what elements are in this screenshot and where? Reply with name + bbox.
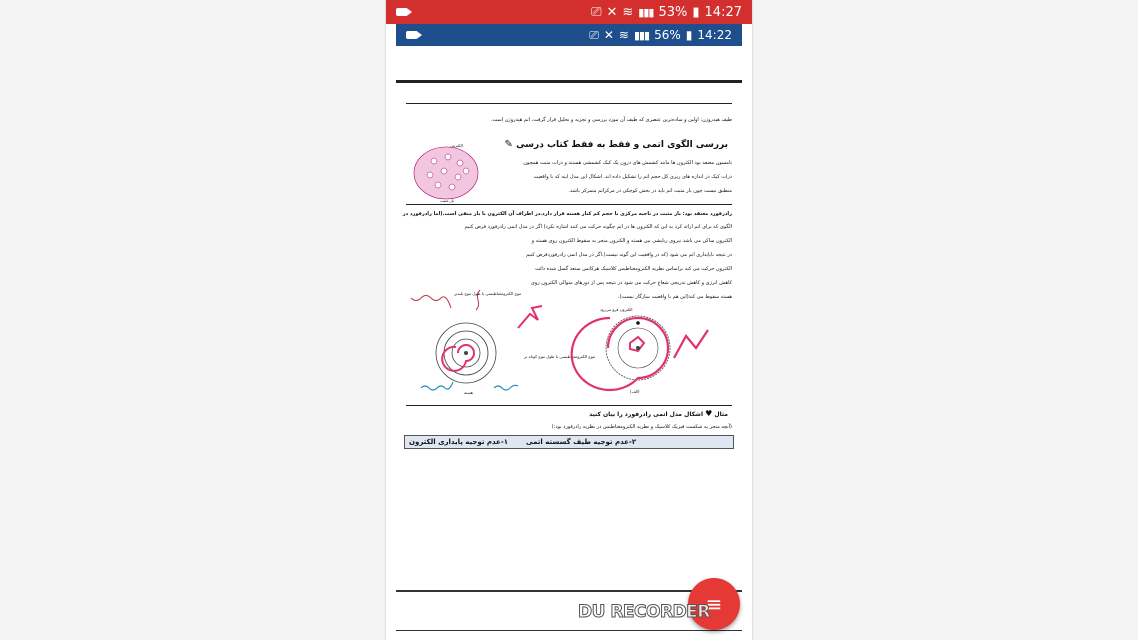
section-heading bbox=[505, 139, 728, 150]
battery-percent: 56% bbox=[654, 28, 681, 42]
nucleus-label: هسته bbox=[464, 390, 474, 395]
thomson-line-3: منطبق نیست چون بار مثبت اتم باید در بخش کوچکی در مرکزاتم متمرکز باشد. bbox=[568, 188, 732, 194]
battery-percent: 53% bbox=[658, 4, 688, 20]
example-question: اشکال مدل اتمی رادرفورد را بیان کنید bbox=[589, 411, 704, 418]
divider bbox=[406, 103, 732, 104]
clock: 14:27 bbox=[704, 4, 742, 20]
battery-icon: ▮ bbox=[692, 4, 700, 20]
battery-icon: ▮ bbox=[685, 28, 693, 42]
cast-icon: ⎚ bbox=[589, 27, 599, 42]
rutherford-line-7: هسته سقوط می کند(این هم با واقعیت سازگار نیست). bbox=[618, 294, 732, 300]
divider bbox=[406, 405, 732, 406]
intro-line: طیف هیدروژن: اولین و ساده‌ترین عنصری که طیف آن مورد بررسی و تجزیه و تحلیل قرار گرفت، اتم هیدروژن است. bbox=[490, 117, 732, 123]
document-page bbox=[396, 80, 742, 593]
thomson-line-1: تامسون معتقد بود الکترون ها مانند کشمش های درون یک کیک کشمشی هستند و ذرات مثبت همچون bbox=[523, 160, 732, 166]
page-divider bbox=[396, 630, 742, 631]
video-camera-icon bbox=[396, 8, 408, 16]
status-bar-inner bbox=[396, 24, 742, 46]
mute-icon: ✕ bbox=[603, 28, 614, 42]
cast-icon: ⎚ bbox=[591, 4, 602, 20]
example-label: مثال bbox=[714, 411, 728, 418]
video-camera-icon bbox=[406, 31, 418, 39]
signal-icon: ▮▮▮ bbox=[633, 28, 650, 42]
rutherford-line-4: در نتیجه ناپایداری اتم می شود (که در واقعیت این گونه نیست).اگر در مدل اتمی رادرفوردفرض کنیم bbox=[526, 252, 732, 258]
menu-icon: ≡ bbox=[705, 592, 723, 616]
signal-icon: ▮▮▮ bbox=[638, 5, 654, 19]
wave-label-short: موج الکترومغناطیسی با طول موج کوتاه تر bbox=[524, 354, 596, 359]
atom-label-top: الکترون bbox=[450, 143, 463, 148]
answer-1: ۱-عدم توجیه پایداری الکترون bbox=[409, 438, 509, 446]
fall-label: الکترون فرو می‌رود bbox=[600, 307, 633, 312]
rutherford-line-5: الکترون حرکت می کند براساس نظریه الکترومغناطیس کلاسیک هرکاتس ستعد گسل شده دائت bbox=[535, 266, 732, 272]
wifi-icon: ≋ bbox=[622, 4, 634, 20]
mute-icon: ✕ bbox=[606, 4, 618, 20]
recorder-watermark: DU RECORDER bbox=[578, 602, 710, 622]
atom-label-bottom: بار مثبت bbox=[440, 198, 455, 203]
status-bar-outer bbox=[386, 0, 752, 24]
thomson-line-2: ذرات کیک در اندازه های ریزی کل حجم اتم را تشکیل داده اند. اشکال این مدل اینه که با واقعیت bbox=[533, 174, 732, 180]
phone-screen bbox=[386, 0, 752, 640]
pen-icon: ✎ bbox=[504, 139, 513, 150]
rutherford-line-6: کاهش انرژی و کاهش تدریجی شعاع حرکت می شود در نتیجه پس از دورهای متوالی الکترون روی bbox=[530, 280, 732, 286]
rutherford-line-2: الگوی که برای اتم ارائه کرد به این که الکترون ها در اتم چگونه حرکت می کنند اشاره نکرد) اگر در مدل اتمی رادرفورد فرض کنیم bbox=[464, 224, 732, 230]
rutherford-line-1: رادرفورد معتقد بود: بار مثبت در ناحیه مرکزی با حجم کم کنار هسته قرار دارد.در اطراف آن الکترون با بار منفی است.(اما رادرفورد در bbox=[402, 211, 732, 217]
answer-box bbox=[404, 435, 734, 449]
electron-fall-diagram bbox=[586, 303, 736, 398]
example-note: (آنچه منجر به شکست فیزیک کلاسیک و نظریه الکترومغناطیس در نظریه رادرفورد بود:) bbox=[551, 424, 732, 430]
wave-label-long: موج الکترومغناطیسی با طول موج بلندتر bbox=[454, 291, 522, 296]
heart-icon: ♥ bbox=[705, 409, 713, 418]
divider bbox=[406, 204, 732, 205]
answer-2: ۲-عدم توجیه طیف گسسته اتمی bbox=[526, 438, 637, 446]
wifi-icon: ≋ bbox=[618, 28, 629, 42]
orbit-radiation-diagram bbox=[406, 288, 596, 398]
example-row bbox=[589, 409, 728, 418]
state-label: (الف) bbox=[630, 389, 640, 394]
rutherford-line-3: الکترون ساکن می باشد نیروی ربایشی بین هسته و الکترون منجر به سقوط الکترون روی هسته و bbox=[531, 238, 732, 244]
heading-text: بررسی الگوی اتمی و فقط به فقط کتاب درسی bbox=[516, 140, 728, 150]
clock: 14:22 bbox=[697, 28, 732, 42]
thomson-atom-diagram bbox=[410, 141, 490, 203]
